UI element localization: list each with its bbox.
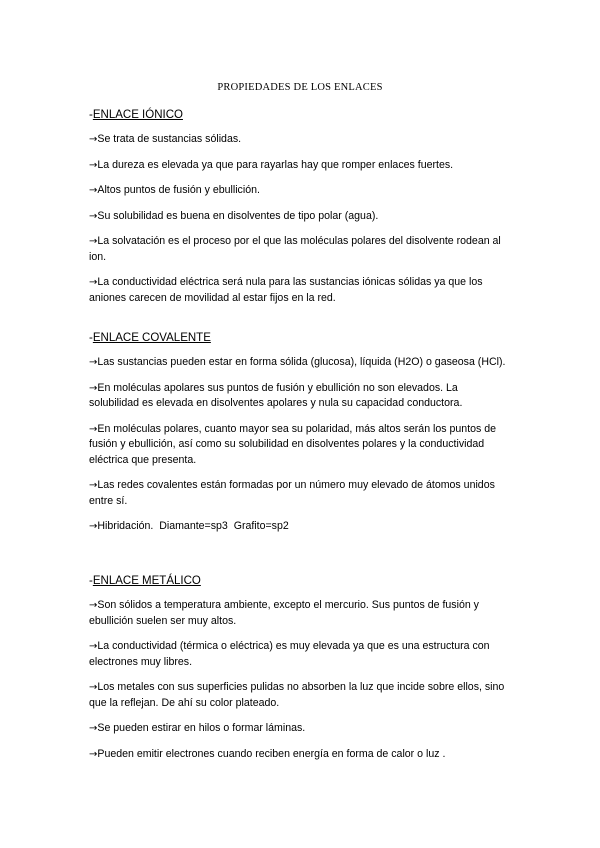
list-item bbox=[89, 747, 509, 763]
arrow-icon: → bbox=[89, 277, 98, 288]
arrow-icon: → bbox=[89, 134, 98, 145]
list-item-text: La conductividad eléctrica será nula para las sustancias iónicas sólidas ya que los aniones carecen de movilidad al estar fijos en la red. bbox=[89, 276, 483, 304]
list-item-text: En moléculas polares, cuanto mayor sea su polaridad, más altos serán los puntos de fusión y ebullición, así como su solubilidad en disolventes polares y la conductividad eléctrica que presenta. bbox=[89, 422, 497, 466]
list-item-text: Hibridación. Diamante=sp3 Grafito=sp2 bbox=[97, 520, 289, 532]
heading-dash: - bbox=[89, 575, 93, 587]
list-item-text: En moléculas apolares sus puntos de fusión y ebullición no son elevados. La solubilidad es elevada en disolventes apolares y nula su capacidad conductora. bbox=[89, 381, 463, 409]
section-enlace-ionico bbox=[89, 108, 509, 316]
list-item bbox=[89, 422, 509, 469]
heading-dash: - bbox=[89, 109, 93, 121]
section-enlace-metalico bbox=[89, 574, 509, 772]
arrow-icon: → bbox=[89, 382, 98, 394]
section-heading bbox=[89, 108, 509, 122]
arrow-icon: → bbox=[89, 357, 98, 368]
arrow-icon: → bbox=[89, 159, 98, 171]
list-item bbox=[89, 209, 509, 225]
list-item bbox=[89, 275, 509, 306]
arrow-icon: → bbox=[89, 236, 98, 247]
arrow-icon: → bbox=[89, 682, 98, 693]
list-item-text: Las sustancias pueden estar en forma sólida (glucosa), líquida (H2O) o gaseosa (HCl). bbox=[97, 356, 506, 368]
list-item bbox=[89, 478, 509, 509]
list-item bbox=[89, 132, 509, 148]
arrow-icon: → bbox=[89, 600, 98, 611]
section-heading bbox=[89, 331, 509, 345]
section-enlace-covalente bbox=[89, 331, 509, 545]
list-item-text: Se trata de sustancias sólidas. bbox=[97, 133, 242, 145]
list-item-text: La solvatación es el proceso por el que las moléculas polares del disolvente rodean al ion. bbox=[89, 235, 501, 263]
arrow-icon: → bbox=[89, 748, 98, 760]
list-item bbox=[89, 158, 509, 174]
list-item bbox=[89, 680, 509, 711]
page-title: PROPIEDADES DE LOS ENLACES bbox=[217, 82, 383, 93]
list-item bbox=[89, 721, 509, 737]
list-item-text: Pueden emitir electrones cuando reciben energía en forma de calor o luz . bbox=[97, 747, 446, 760]
arrow-icon: → bbox=[89, 210, 98, 222]
arrow-icon: → bbox=[89, 480, 98, 491]
list-item bbox=[89, 234, 509, 265]
list-item-text: Son sólidos a temperatura ambiente, excepto el mercurio. Sus puntos de fusión y ebullición suelen ser muy altos. bbox=[89, 599, 479, 627]
list-item bbox=[89, 355, 509, 371]
heading-text: ENLACE IÓNICO bbox=[92, 109, 183, 121]
arrow-icon: → bbox=[89, 521, 98, 532]
list-item bbox=[89, 183, 509, 199]
list-item-text: Su solubilidad es buena en disolventes de tipo polar (agua). bbox=[97, 209, 379, 222]
list-item-text: La dureza es elevada ya que para rayarlas hay que romper enlaces fuertes. bbox=[97, 158, 454, 171]
list-item-text: Altos puntos de fusión y ebullición. bbox=[97, 184, 260, 196]
list-item-text: Las redes covalentes están formadas por un número muy elevado de átomos unidos entre sí. bbox=[89, 479, 495, 507]
heading-text: ENLACE METÁLICO bbox=[92, 575, 201, 587]
arrow-icon: → bbox=[89, 185, 98, 196]
list-item bbox=[89, 598, 509, 629]
heading-dash: - bbox=[89, 332, 93, 344]
section-heading bbox=[89, 574, 509, 588]
list-item-text: Se pueden estirar en hilos o formar láminas. bbox=[97, 722, 306, 734]
list-item bbox=[89, 639, 509, 670]
list-item-text: Los metales con sus superficies pulidas no absorben la luz que incide sobre ellos, sino que la reflejan. De ahí su color plateado. bbox=[89, 681, 505, 709]
arrow-icon: → bbox=[89, 641, 98, 652]
heading-text: ENLACE COVALENTE bbox=[92, 332, 211, 344]
list-item bbox=[89, 519, 509, 535]
list-item-text: La conductividad (térmica o eléctrica) es muy elevada ya que es una estructura con electrones muy libres. bbox=[89, 640, 490, 668]
arrow-icon: → bbox=[89, 723, 98, 734]
list-item bbox=[89, 381, 509, 412]
arrow-icon: → bbox=[89, 423, 98, 435]
